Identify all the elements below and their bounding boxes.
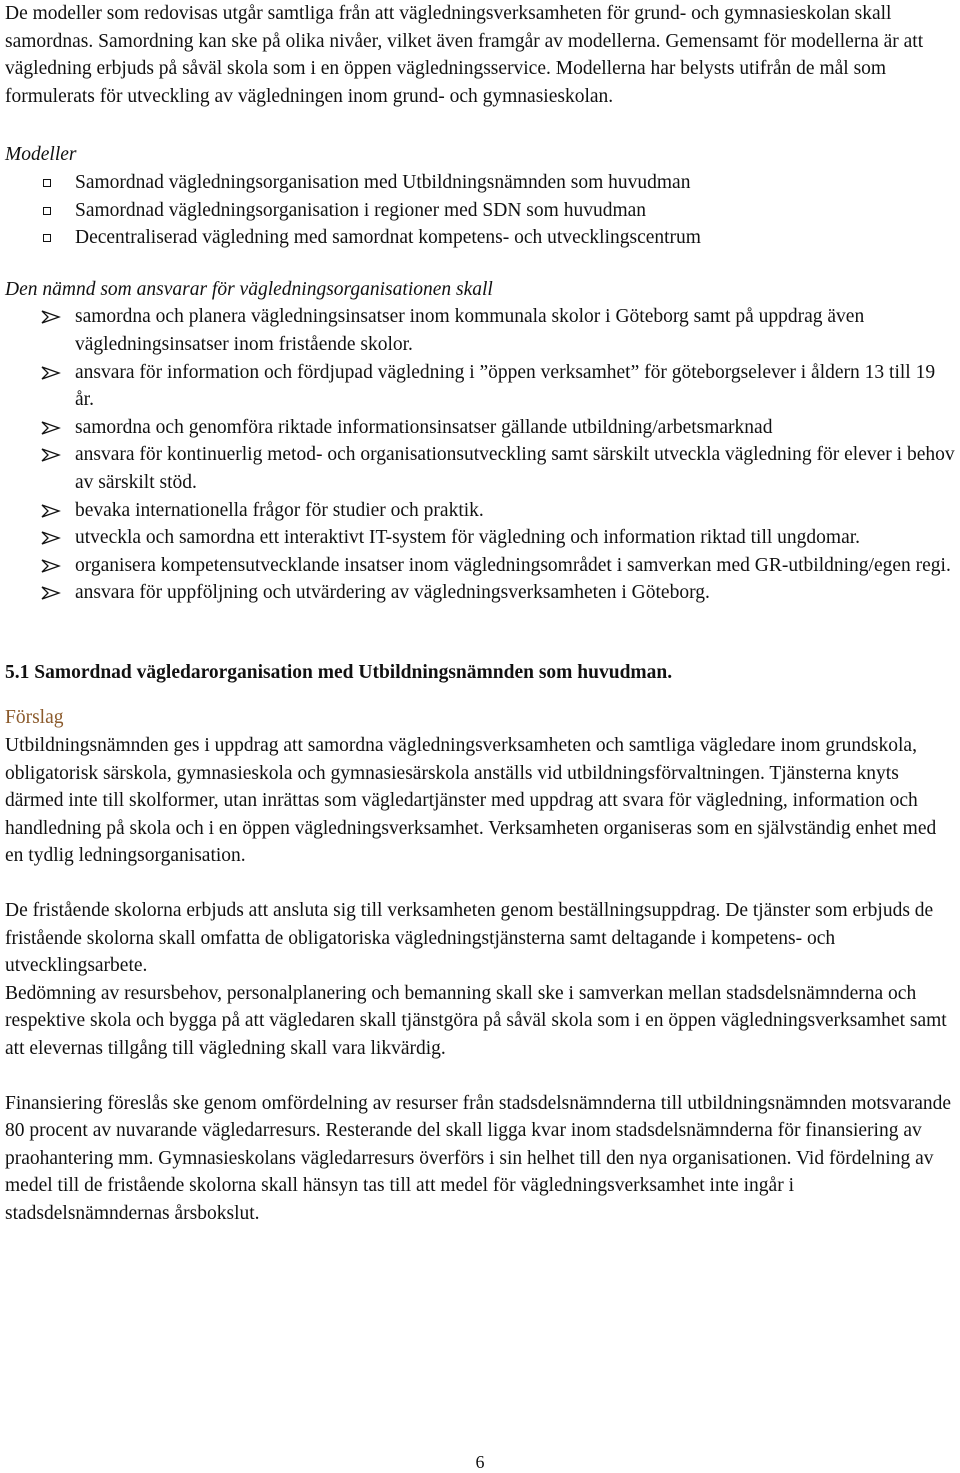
list-item: Samordnad vägledningsorganisation i regioner med SDN som huvudman bbox=[5, 197, 957, 225]
arrow-bullet-icon bbox=[41, 559, 61, 573]
list-item: bevaka internationella frågor för studier och praktik. bbox=[5, 497, 957, 525]
arrow-bullet-icon bbox=[41, 421, 61, 435]
arrow-bullet-icon bbox=[41, 586, 61, 600]
arrow-bullet-icon bbox=[41, 531, 61, 545]
list-item: organisera kompetensutvecklande insatser inom vägledningsområdet i samverkan med GR-utbildning/egen regi. bbox=[5, 552, 957, 580]
list-item: samordna och planera vägledningsinsatser inom kommunala skolor i Göteborg samt på uppdrag även vägledningsinsatser inom fristående skolor. bbox=[5, 303, 957, 358]
list-item: utveckla och samordna ett interaktivt IT-system för vägledning och information riktad till ungdomar. bbox=[5, 524, 957, 552]
arrow-bullet-icon bbox=[41, 448, 61, 462]
list-item: ansvara för kontinuerlig metod- och organisationsutveckling samt särskilt utveckla vägledning för elever i behov av särskilt stöd. bbox=[5, 441, 957, 496]
body-paragraph: De fristående skolorna erbjuds att ansluta sig till verksamheten genom beställningsuppdrag. De tjänster som erbjuds de fristående skolorna skall omfatta de obligatoriska vägledningstjänsterna samt deltagande i kompetens- och utvecklingsarbete. bbox=[5, 900, 934, 977]
checkbox-bullet-icon bbox=[43, 234, 51, 242]
models-list bbox=[5, 169, 957, 252]
page-number: 6 bbox=[475, 1452, 485, 1472]
body-paragraph: Utbildningsnämnden ges i uppdrag att samordna vägledningsverksamheten och samtliga vägledare inom grundskola, obligatorisk särskola, gymnasieskola och gymnasiesärskola anställs vid utbildningsförvaltningen. Tjänsterna knyts därmed inte till skolformer, utan inrättas som vägledartjänster med uppdrag att svara för vägledning, information och handledning på skola och i en öppen vägledningsverksamhet. Verksamheten organiseras som en självständig enhet med en tydlig ledningsorganisation. bbox=[5, 735, 937, 867]
checkbox-bullet-icon bbox=[43, 179, 51, 187]
models-heading: Modeller bbox=[5, 144, 77, 166]
arrow-bullet-icon bbox=[41, 310, 61, 324]
body-paragraph: Finansiering föreslås ske genom omfördelning av resurser från stadsdelsnämnderna till utbildningsnämnden motsvarande 80 procent av nuvarande vägledarresurs. Resterande del skall ligga kvar inom stadsdelsnämnderna för finansiering av praohantering mm. Gymnasieskolans vägledarresurs överförs i sin helhet till den nya organisationen. Vid fördelning av medel till de fristående skolorna skall hänsyn tas till att medel för vägledningsverksamhet inte ingår i stadsdelsnämndernas årsbokslut. bbox=[5, 1092, 952, 1224]
checkbox-bullet-icon bbox=[43, 207, 51, 215]
section-title: 5.1 Samordnad vägledarorganisation med Utbildningsnämnden som huvudman. bbox=[5, 661, 673, 683]
duties-list bbox=[5, 303, 957, 607]
duties-heading: Den nämnd som ansvarar för vägledningsorganisationen skall bbox=[5, 278, 493, 300]
arrow-bullet-icon bbox=[41, 366, 61, 380]
intro-paragraph: De modeller som redovisas utgår samtliga från att vägledningsverksamheten för grund- och gymnasieskolan skall samordnas. Samordning kan ske på olika nivåer, vilket även framgår av modellerna. Gemensamt för modellerna är att vägledning erbjuds på såväl skola som i en öppen vägledningsservice. Modellerna har belysts utifrån de mål som formulerats för utveckling av vägledningen inom grund- och gymnasieskolan. bbox=[5, 3, 924, 107]
forslag-label: Förslag bbox=[5, 707, 64, 729]
list-item: ansvara för uppföljning och utvärdering av vägledningsverksamheten i Göteborg. bbox=[5, 579, 957, 607]
arrow-bullet-icon bbox=[41, 504, 61, 518]
list-item: ansvara för information och fördjupad vägledning i ”öppen verksamhet” för göteborgselever i åldern 13 till 19 år. bbox=[5, 359, 957, 414]
list-item: Samordnad vägledningsorganisation med Utbildningsnämnden som huvudman bbox=[5, 169, 957, 197]
document-page bbox=[5, 0, 957, 1228]
body-paragraph: Bedömning av resursbehov, personalplanering och bemanning skall ske i samverkan mellan stadsdelsnämnderna och respektive skola och bygga på att vägledaren skall tjänstgöra på såväl skola som i en öppen vägledningsverksamhet samt att elevernas tillgång till vägledning skall vara likvärdig. bbox=[5, 982, 947, 1059]
list-item: Decentraliserad vägledning med samordnat kompetens- och utvecklingscentrum bbox=[5, 224, 957, 252]
list-item: samordna och genomföra riktade informationsinsatser gällande utbildning/arbetsmarknad bbox=[5, 414, 957, 442]
